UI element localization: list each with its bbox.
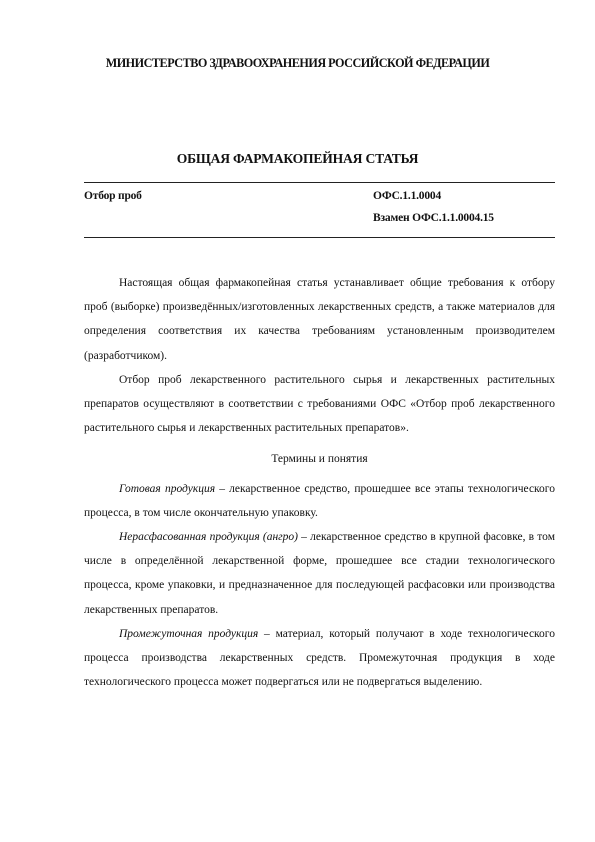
article-code: ОФС.1.1.0004 [373, 190, 441, 202]
paragraph-scope: Настоящая общая фармакопейная статья устанавливает общие требования к отбору проб (выборке) произведённых/изготовленных лекарственных средств, а также материалов для определения соответствия их качества требованиям установленным производителем (разработчиком). [84, 277, 555, 362]
section-title-terms: Термины и понятия [271, 453, 368, 466]
header-top-rule [84, 182, 555, 183]
header-bottom-rule [84, 237, 555, 238]
term-name: Готовая продукция [119, 482, 216, 495]
paragraph-herbal-sampling: Отбор проб лекарственного растительного сырья и лекарственных растительных препаратов осуществляют в соответствии с требованиями ОФС «Отбор проб лекарственного растительного сырья и лекарственных растительных препаратов». [84, 373, 555, 435]
term-definition [84, 477, 555, 525]
document-type-title: ОБЩАЯ ФАРМАКОПЕЙНАЯ СТАТЬЯ [176, 151, 419, 166]
term-definition [84, 525, 555, 622]
term-name: Нерасфасованная продукция (ангро) [119, 531, 298, 544]
replaces-code: Взамен ОФС.1.1.0004.15 [373, 212, 494, 224]
article-name: Отбор проб [84, 190, 142, 202]
term-name: Промежуточная продукция [119, 627, 259, 640]
term-text: – лекарственное средство в крупной фасовке, в том числе в определённой лекарственной форме, прошедшее все стадии технологического процесса, кроме упаковки, и предназначенное для последующей расфасовки или производства лекарственных препаратов. [84, 531, 555, 616]
term-text: – лекарственное средство, прошедшее все этапы технологического процесса, в том числе окончательную упаковку. [84, 482, 555, 519]
term-definition [84, 622, 555, 695]
document-body [84, 271, 555, 694]
term-text: – материал, который получают в ходе технологического процесса производства лекарственных средств. Промежуточная продукция в ходе технологического процесса может подвергаться или не подвергаться выделению. [84, 627, 555, 689]
ministry-heading: МИНИСТЕРСТВО ЗДРАВООХРАНЕНИЯ РОССИЙСКОЙ ФЕДЕРАЦИИ [105, 56, 490, 70]
